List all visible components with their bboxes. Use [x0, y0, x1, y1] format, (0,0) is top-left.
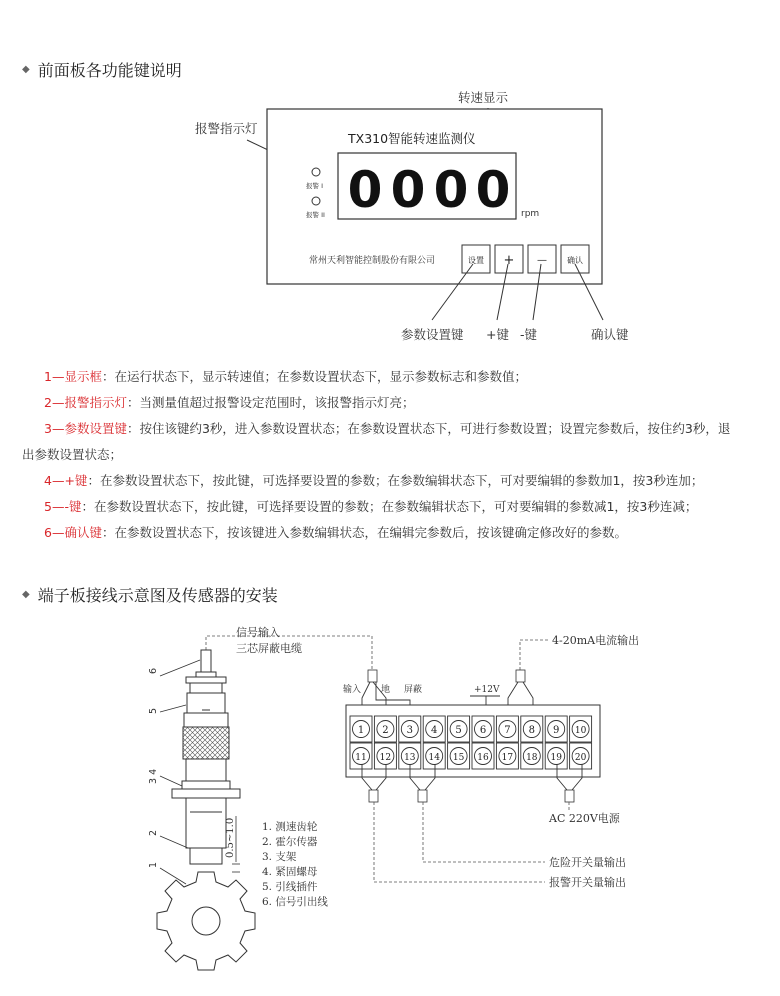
cable-plug [369, 790, 378, 802]
terminal-number: 7 [504, 725, 511, 736]
diamond-bullet-icon: ◆ [22, 589, 30, 600]
terminal-number: 14 [428, 753, 440, 763]
terminal-number: 4 [431, 725, 438, 736]
description-key: 3—参数设置键 [44, 421, 127, 436]
description-line [22, 520, 762, 546]
description-text: ：按住该键约3秒，进入参数设置状态；在参数设置状态下，可进行参数设置；设置完参数后，按住约3秒，退 [126, 421, 731, 436]
terminal-20 [570, 743, 592, 769]
cable-plugs [368, 670, 525, 682]
terminal-7 [496, 716, 518, 742]
plus-button[interactable] [495, 245, 523, 273]
description-text: ：当测量值超过报警设定范围时，该报警指示灯亮； [126, 395, 415, 410]
terminal-15 [448, 743, 470, 769]
terminal-4 [423, 716, 445, 742]
cable-plug [565, 790, 574, 802]
description-line [22, 416, 762, 442]
confirm-key-callout: 确认键 [591, 327, 629, 342]
alarm-2-label: 报警 II [306, 211, 325, 219]
section-title-text: 端子板接线示意图及传感器的安装 [37, 586, 278, 605]
part-number: 2 [148, 829, 159, 836]
confirm-button-label: 确认 [567, 256, 583, 265]
terminal-number: 6 [479, 725, 487, 736]
input-label: 输入 [343, 685, 362, 695]
terminal-number: 10 [574, 726, 587, 736]
legend-item: 2. 霍尔传器 [262, 836, 318, 848]
terminal-12 [374, 743, 396, 769]
legend-item: 5. 引线插件 [262, 881, 318, 893]
set-button[interactable] [462, 245, 490, 273]
danger-output-line [423, 802, 545, 862]
description-key: 4—+键 [44, 473, 88, 488]
gap-label: 0.5~1.0 [225, 817, 236, 858]
terminal-number: 1 [357, 725, 365, 736]
description-key: 1—显示框 [44, 369, 102, 384]
alarm-1-label: 报警 I [306, 182, 323, 190]
minus-key-callout: -键 [520, 327, 538, 342]
terminal-number: 5 [455, 725, 462, 736]
terminal-number: 11 [355, 753, 367, 763]
terminal-14 [423, 743, 445, 769]
terminal-number: 16 [477, 753, 489, 763]
legend-item: 3. 支架 [262, 851, 297, 863]
terminal-9 [545, 716, 567, 742]
description-key: 6—确认键 [44, 525, 102, 540]
terminal-number: 13 [404, 753, 416, 763]
part-number: 5 [148, 707, 159, 714]
current-output-label: 4-20mA电流输出 [552, 634, 640, 647]
confirm-button[interactable] [561, 245, 589, 273]
terminal-19 [545, 743, 567, 769]
description-text: ：在运行状态下，显示转速值；在参数设置状态下，显示参数标志和参数值； [101, 369, 527, 384]
power-12v-label: +12V [474, 685, 500, 695]
device-title: TX310智能转速监测仪 [348, 131, 476, 146]
terminal-number: 20 [574, 753, 587, 763]
terminal-number: 15 [452, 753, 465, 763]
minus-button-label: — [537, 255, 547, 266]
terminal-18 [521, 743, 543, 769]
terminal-1 [350, 716, 372, 742]
terminal-5 [448, 716, 470, 742]
wiring-diagram [0, 610, 780, 996]
diamond-bullet-icon: ◆ [22, 64, 30, 75]
set-key-callout: 参数设置键 [401, 327, 464, 342]
description-line-continued [22, 442, 762, 468]
alarm-light-label: 报警指示灯 [195, 121, 258, 136]
description-line [22, 364, 762, 390]
terminal-11 [350, 743, 372, 769]
description-line [22, 468, 762, 494]
terminal-number: 19 [550, 753, 562, 763]
minus-button[interactable] [528, 245, 556, 273]
key-descriptions [22, 364, 762, 546]
alarm-output-label: 报警开关量输出 [549, 876, 626, 889]
signal-input-label: 信号输入 [236, 626, 280, 639]
terminal-number: 3 [406, 725, 413, 736]
legend-item: 1. 测速齿轮 [262, 821, 318, 833]
terminal-number: 8 [528, 725, 535, 736]
terminal-17 [496, 743, 518, 769]
plus-button-label: + [503, 253, 515, 268]
description-key: 5—-键 [44, 499, 82, 514]
description-key: 2—报警指示灯 [44, 395, 127, 410]
part-number: 6 [148, 667, 159, 674]
company-name: 常州天利智能控制股份有限公司 [309, 256, 436, 266]
part-number: 1 [148, 861, 159, 868]
terminal-number: 18 [526, 753, 538, 763]
description-text: ：在参数设置状态下，按此键，可选择要设置的参数；在参数编辑状态下，可对要编辑的参数加1，按3秒连加； [87, 473, 704, 488]
terminal-number: 2 [382, 725, 389, 736]
part-number: 3 4 [148, 768, 159, 784]
ac-power-label: AC 220V电源 [549, 812, 620, 825]
set-button-label: 设置 [468, 256, 484, 265]
terminal-2 [374, 716, 396, 742]
shield-label: 屏蔽 [404, 685, 423, 695]
section-title-terminal [22, 583, 278, 606]
terminal-10 [570, 716, 592, 742]
display-digit: 0 [433, 161, 469, 219]
display-digit: 0 [475, 161, 511, 219]
display-digit: 0 [390, 161, 426, 219]
terminal-number: 9 [553, 725, 560, 736]
cable-plug [418, 790, 427, 802]
description-text: 出参数设置状态； [22, 447, 123, 462]
legend-item: 6. 信号引出线 [262, 896, 328, 908]
alarm-output-line [374, 802, 545, 882]
front-panel-diagram [0, 80, 780, 355]
current-output-line [520, 640, 548, 670]
plus-key-callout: +键 [486, 327, 509, 342]
description-text: ：在参数设置状态下，按此键，可选择要设置的参数；在参数编辑状态下，可对要编辑的参数减1，按3秒连减； [81, 499, 698, 514]
display-digit: 0 [347, 161, 383, 219]
terminal-8 [521, 716, 543, 742]
section-title-front-panel [22, 58, 182, 81]
danger-output-label: 危险开关量输出 [549, 856, 626, 869]
section-title-text: 前面板各功能键说明 [37, 61, 182, 80]
legend-item: 4. 紧固螺母 [262, 866, 318, 878]
cable-label: 三芯屏蔽电缆 [236, 642, 302, 655]
terminal-number: 17 [501, 753, 514, 763]
terminal-number: 12 [379, 753, 392, 763]
speed-display-label: 转速显示 [458, 90, 509, 105]
ground-label: 地 [381, 685, 391, 695]
terminal-6 [472, 716, 494, 742]
description-line [22, 494, 762, 520]
description-line [22, 390, 762, 416]
terminal-3 [399, 716, 421, 742]
rpm-unit: rpm [521, 209, 540, 219]
speed-gear-icon [157, 872, 255, 970]
description-text: ：在参数设置状态下，按该键进入参数编辑状态，在编辑完参数后，按该键确定修改好的参数。 [101, 525, 627, 540]
terminal-16 [472, 743, 494, 769]
